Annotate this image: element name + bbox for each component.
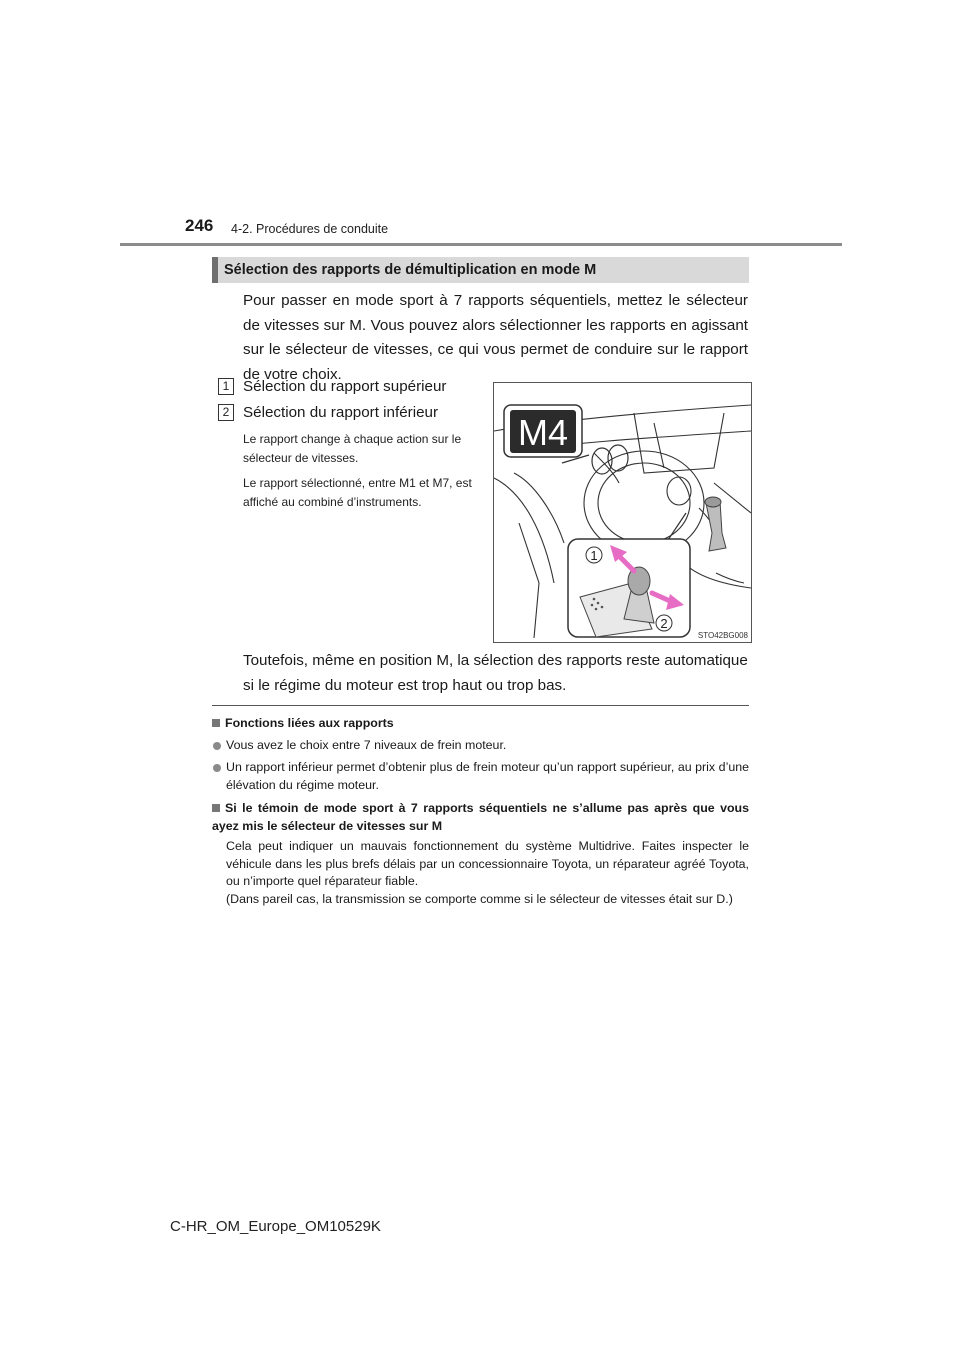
info-bullet-2 <box>212 759 749 794</box>
figure-code: STO42BG008 <box>697 631 748 640</box>
note-1: Le rapport change à chaque action sur le sélecteur de vitesses. <box>243 432 462 465</box>
info-bullet-1-text: Vous avez le choix entre 7 niveaux de frein moteur. <box>226 738 507 752</box>
info-paragraph-1: Cela peut indiquer un mauvais fonctionnement du système Multidrive. Faites inspecter le véhicule dans les plus brefs délais par un concessionnaire Toyota, un réparateur agréé Toyota, ou n’importe quel réparateur fiable. <box>226 839 749 889</box>
illustration-drawing <box>494 383 751 642</box>
page-number: 246 <box>185 216 214 235</box>
shift-lever-illustration <box>493 382 752 643</box>
steps-list <box>218 377 480 437</box>
intro-paragraph: Pour passer en mode sport à 7 rapports séquentiels, mettez le sélecteur de vitesses sur M. Vous pouvez alors sélectionner les rapports en agissant sur le sélecteur de vitesses, ce qui vous permet de conduire sur le rapport de votre choix. <box>243 292 748 383</box>
square-bullet-icon <box>212 804 220 812</box>
note-2: Le rapport sélectionné, entre M1 et M7, est affiché au combiné d’instruments. <box>243 476 472 509</box>
display-label: M4 <box>517 412 569 453</box>
info-heading-1-text: Fonctions liées aux rapports <box>225 716 394 730</box>
step-number-2: 2 <box>218 404 234 421</box>
section-divider <box>212 705 749 706</box>
step-number-1: 1 <box>218 378 234 395</box>
step-text-2: Sélection du rapport inférieur <box>243 404 439 421</box>
callout-number-1: 1 <box>590 548 598 563</box>
info-bullet-2-text: Un rapport inférieur permet d’obtenir plus de frein moteur qu’un rapport supérieur, au prix d’une élévation du régime moteur. <box>226 760 749 792</box>
info-paragraph-2: (Dans pareil cas, la transmission se comporte comme si le sélecteur de vitesses était sur D.) <box>226 892 733 906</box>
info-heading-1 <box>212 716 749 730</box>
section-path: 4-2. Procédures de conduite <box>231 222 389 236</box>
header-rule <box>120 243 842 246</box>
callout-number-2: 2 <box>660 616 668 631</box>
bullet-dot-icon <box>213 742 221 750</box>
info-bullet-1 <box>212 737 749 755</box>
section-marker <box>212 257 218 283</box>
bullet-dot-icon <box>213 764 221 772</box>
square-bullet-icon <box>212 719 220 727</box>
step-text-1: Sélection du rapport supérieur <box>243 378 447 395</box>
section-title: Sélection des rapports de démultiplication en mode M <box>224 262 597 278</box>
section-title-band <box>212 257 749 283</box>
info-heading-2-text: Si le témoin de mode sport à 7 rapports séquentiels ne s’allume pas après que vous ayez mis le sélecteur de vitesses sur M <box>212 801 749 833</box>
outro-paragraph: Toutefois, même en position M, la sélection des rapports reste automatique si le régime du moteur est trop haut ou trop bas. <box>243 652 748 694</box>
info-heading-2 <box>212 800 749 835</box>
footer-doc-id: C-HR_OM_Europe_OM10529K <box>170 1218 381 1235</box>
